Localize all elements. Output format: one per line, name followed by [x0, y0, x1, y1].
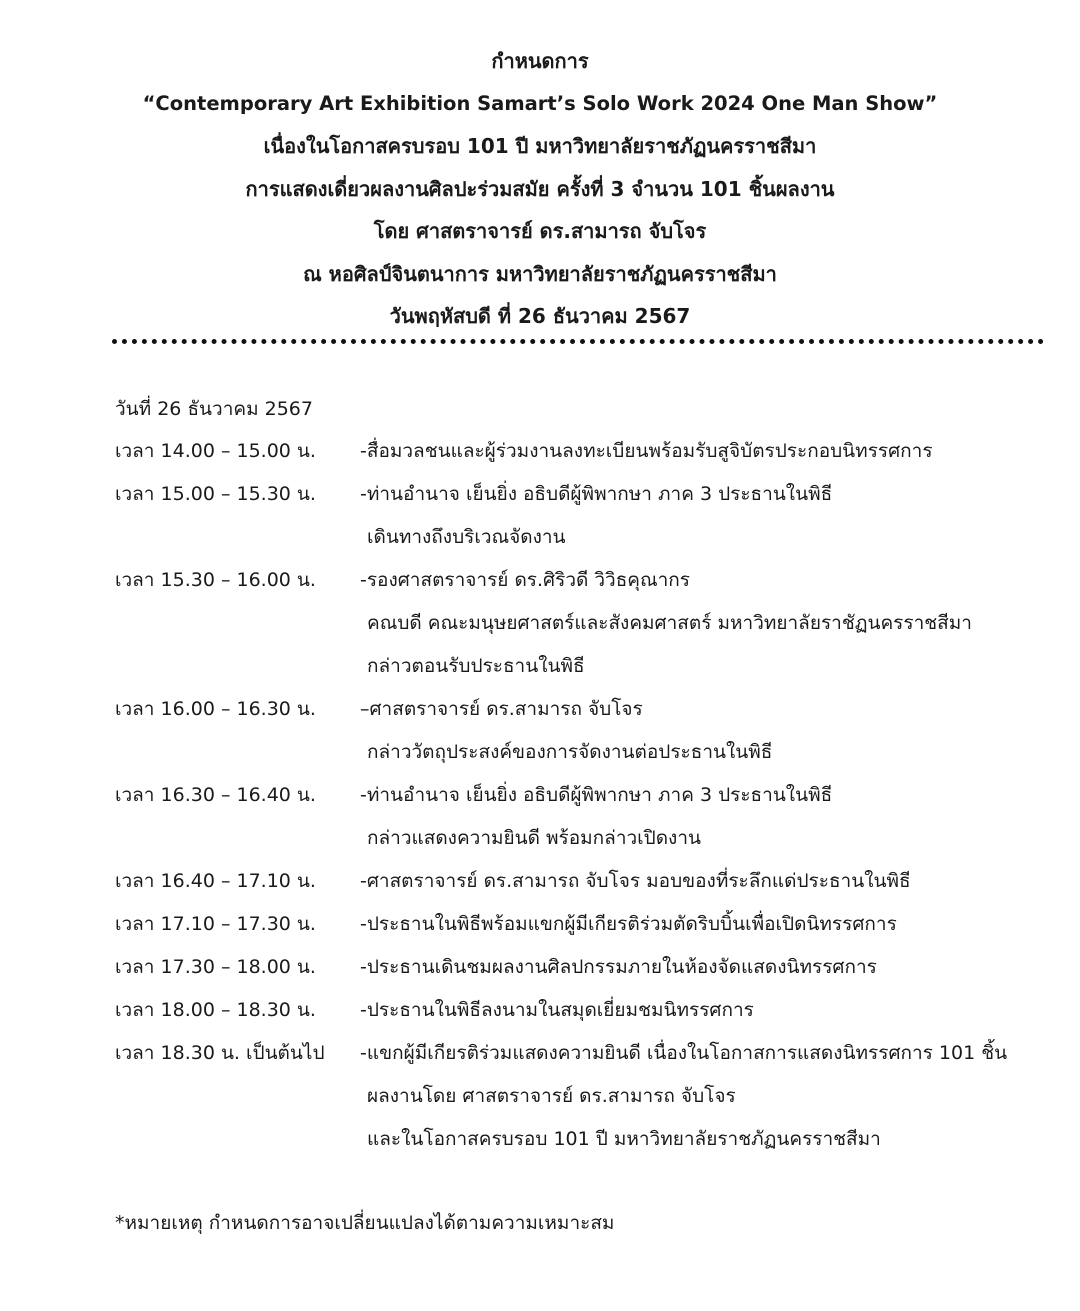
- schedule-description-line: -ประธานเดินชมผลงานศิลปกรรมภายในห้องจัดแสดงนิทรรศการ: [360, 956, 877, 978]
- schedule-time: เวลา 16.30 – 16.40 น.: [115, 784, 316, 806]
- schedule-description: [360, 559, 1055, 688]
- schedule-description-line: -สื่อมวลชนและผู้ร่วมงานลงทะเบียนพร้อมรับสูจิบัตรประกอบนิทรรศการ: [360, 440, 933, 462]
- header-artist: โดย ศาสตราจารย์ ดร.สามารถ จับโจร: [373, 219, 707, 243]
- schedule-time: เวลา 16.00 – 16.30 น.: [115, 698, 316, 720]
- schedule-description-line: -ประธานในพิธีลงนามในสมุดเยี่ยมชมนิทรรศการ: [360, 999, 754, 1021]
- schedule-description-line: -รองศาสตราจารย์ ดร.ศิริวดี วิวิธคุณากร: [360, 569, 691, 591]
- schedule-date: วันที่ 26 ธันวาคม 2567: [115, 398, 313, 420]
- schedule-row: [115, 774, 1055, 860]
- header-date: วันพฤหัสบดี ที่ 26 ธันวาคม 2567: [389, 304, 691, 328]
- schedule-description-line: -แขกผู้มีเกียรติร่วมแสดงความยินดี เนื่องในโอกาสการแสดงนิทรรศการ 101 ชิ้น: [360, 1042, 1008, 1064]
- schedule-row: [115, 688, 1055, 774]
- schedule-description-line: –ศาสตราจารย์ ดร.สามารถ จับโจร: [360, 698, 643, 720]
- schedule-description-line: -ท่านอำนาจ เย็นยิ่ง อธิบดีผู้พิพากษา ภาค 3 ประธานในพิธี: [360, 784, 833, 806]
- header-exhibition-name: “Contemporary Art Exhibition Samart’s Solo Work 2024 One Man Show”: [142, 91, 938, 115]
- schedule-time: เวลา 15.00 – 15.30 น.: [115, 483, 316, 505]
- schedule-row: [115, 559, 1055, 688]
- schedule-description: [360, 903, 1055, 946]
- schedule-row: [115, 860, 1055, 903]
- schedule-description-line: กล่าวตอนรับประธานในพิธี: [367, 655, 585, 677]
- schedule-row: [115, 946, 1055, 989]
- schedule-description: [360, 1032, 1055, 1161]
- header-occasion: เนื่องในโอกาสครบรอบ 101 ปี มหาวิทยาลัยราชภัฏนครราชสีมา: [263, 134, 817, 158]
- schedule-time: เวลา 18.00 – 18.30 น.: [115, 999, 316, 1021]
- schedule-description-line: และในโอกาสครบรอบ 101 ปี มหาวิทยาลัยราชภัฏนครราชสีมา: [367, 1128, 881, 1150]
- footnote: *หมายเหตุ กำหนดการอาจเปลี่ยนแปลงได้ตามความเหมาะสม: [115, 1212, 615, 1234]
- schedule-row: [115, 473, 1055, 559]
- schedule-description: [360, 774, 1055, 860]
- schedule-time: เวลา 17.30 – 18.00 น.: [115, 956, 316, 978]
- schedule-description-line: -ท่านอำนาจ เย็นยิ่ง อธิบดีผู้พิพากษา ภาค 3 ประธานในพิธี: [360, 483, 833, 505]
- schedule-time: เวลา 14.00 – 15.00 น.: [115, 440, 316, 462]
- schedule-description-line: กล่าวแสดงความยินดี พร้อมกล่าวเปิดงาน: [367, 827, 701, 849]
- header-venue: ณ หอศิลป์จินตนาการ มหาวิทยาลัยราชภัฏนครราชสีมา: [303, 261, 777, 286]
- schedule-description: [360, 473, 1055, 559]
- schedule-description: [360, 688, 1055, 774]
- schedule-description: [360, 989, 1055, 1032]
- schedule-description-line: -ประธานในพิธีพร้อมแขกผู้มีเกียรติร่วมตัดริบบิ้นเพื่อเปิดนิทรรศการ: [360, 913, 897, 935]
- schedule-description: [360, 430, 1055, 473]
- schedule-description-line: กล่าววัตถุประสงค์ของการจัดงานต่อประธานในพิธี: [367, 741, 773, 763]
- document-header: [0, 40, 1080, 338]
- schedule-row: [115, 430, 1055, 473]
- dotted-divider: [112, 339, 1044, 344]
- schedule-row: [115, 903, 1055, 946]
- schedule-row: [115, 989, 1055, 1032]
- header-show-description: การแสดงเดี่ยวผลงานศิลปะร่วมสมัย ครั้งที่ 3 จำนวน 101 ชิ้นผลงาน: [245, 176, 835, 201]
- schedule-time: เวลา 18.30 น. เป็นต้นไป: [115, 1042, 325, 1064]
- schedule-time: เวลา 15.30 – 16.00 น.: [115, 569, 316, 591]
- schedule: [115, 388, 1055, 1161]
- schedule-time: เวลา 16.40 – 17.10 น.: [115, 870, 316, 892]
- schedule-time: เวลา 17.10 – 17.30 น.: [115, 913, 316, 935]
- schedule-description-line: เดินทางถึงบริเวณจัดงาน: [367, 526, 566, 548]
- schedule-rows: [115, 430, 1055, 1161]
- schedule-description-line: คณบดี คณะมนุษยศาสตร์และสังคมศาสตร์ มหาวิทยาลัยราชัฏนครราชสีมา: [367, 612, 972, 634]
- header-title: กำหนดการ: [491, 49, 589, 73]
- schedule-description-line: -ศาสตราจารย์ ดร.สามารถ จับโจร มอบของที่ระลึกแด่ประธานในพิธี: [360, 870, 911, 892]
- schedule-description: [360, 860, 1055, 903]
- schedule-row: [115, 1032, 1055, 1161]
- schedule-description: [360, 946, 1055, 989]
- schedule-description-line: ผลงานโดย ศาสตราจารย์ ดร.สามารถ จับโจร: [367, 1085, 736, 1107]
